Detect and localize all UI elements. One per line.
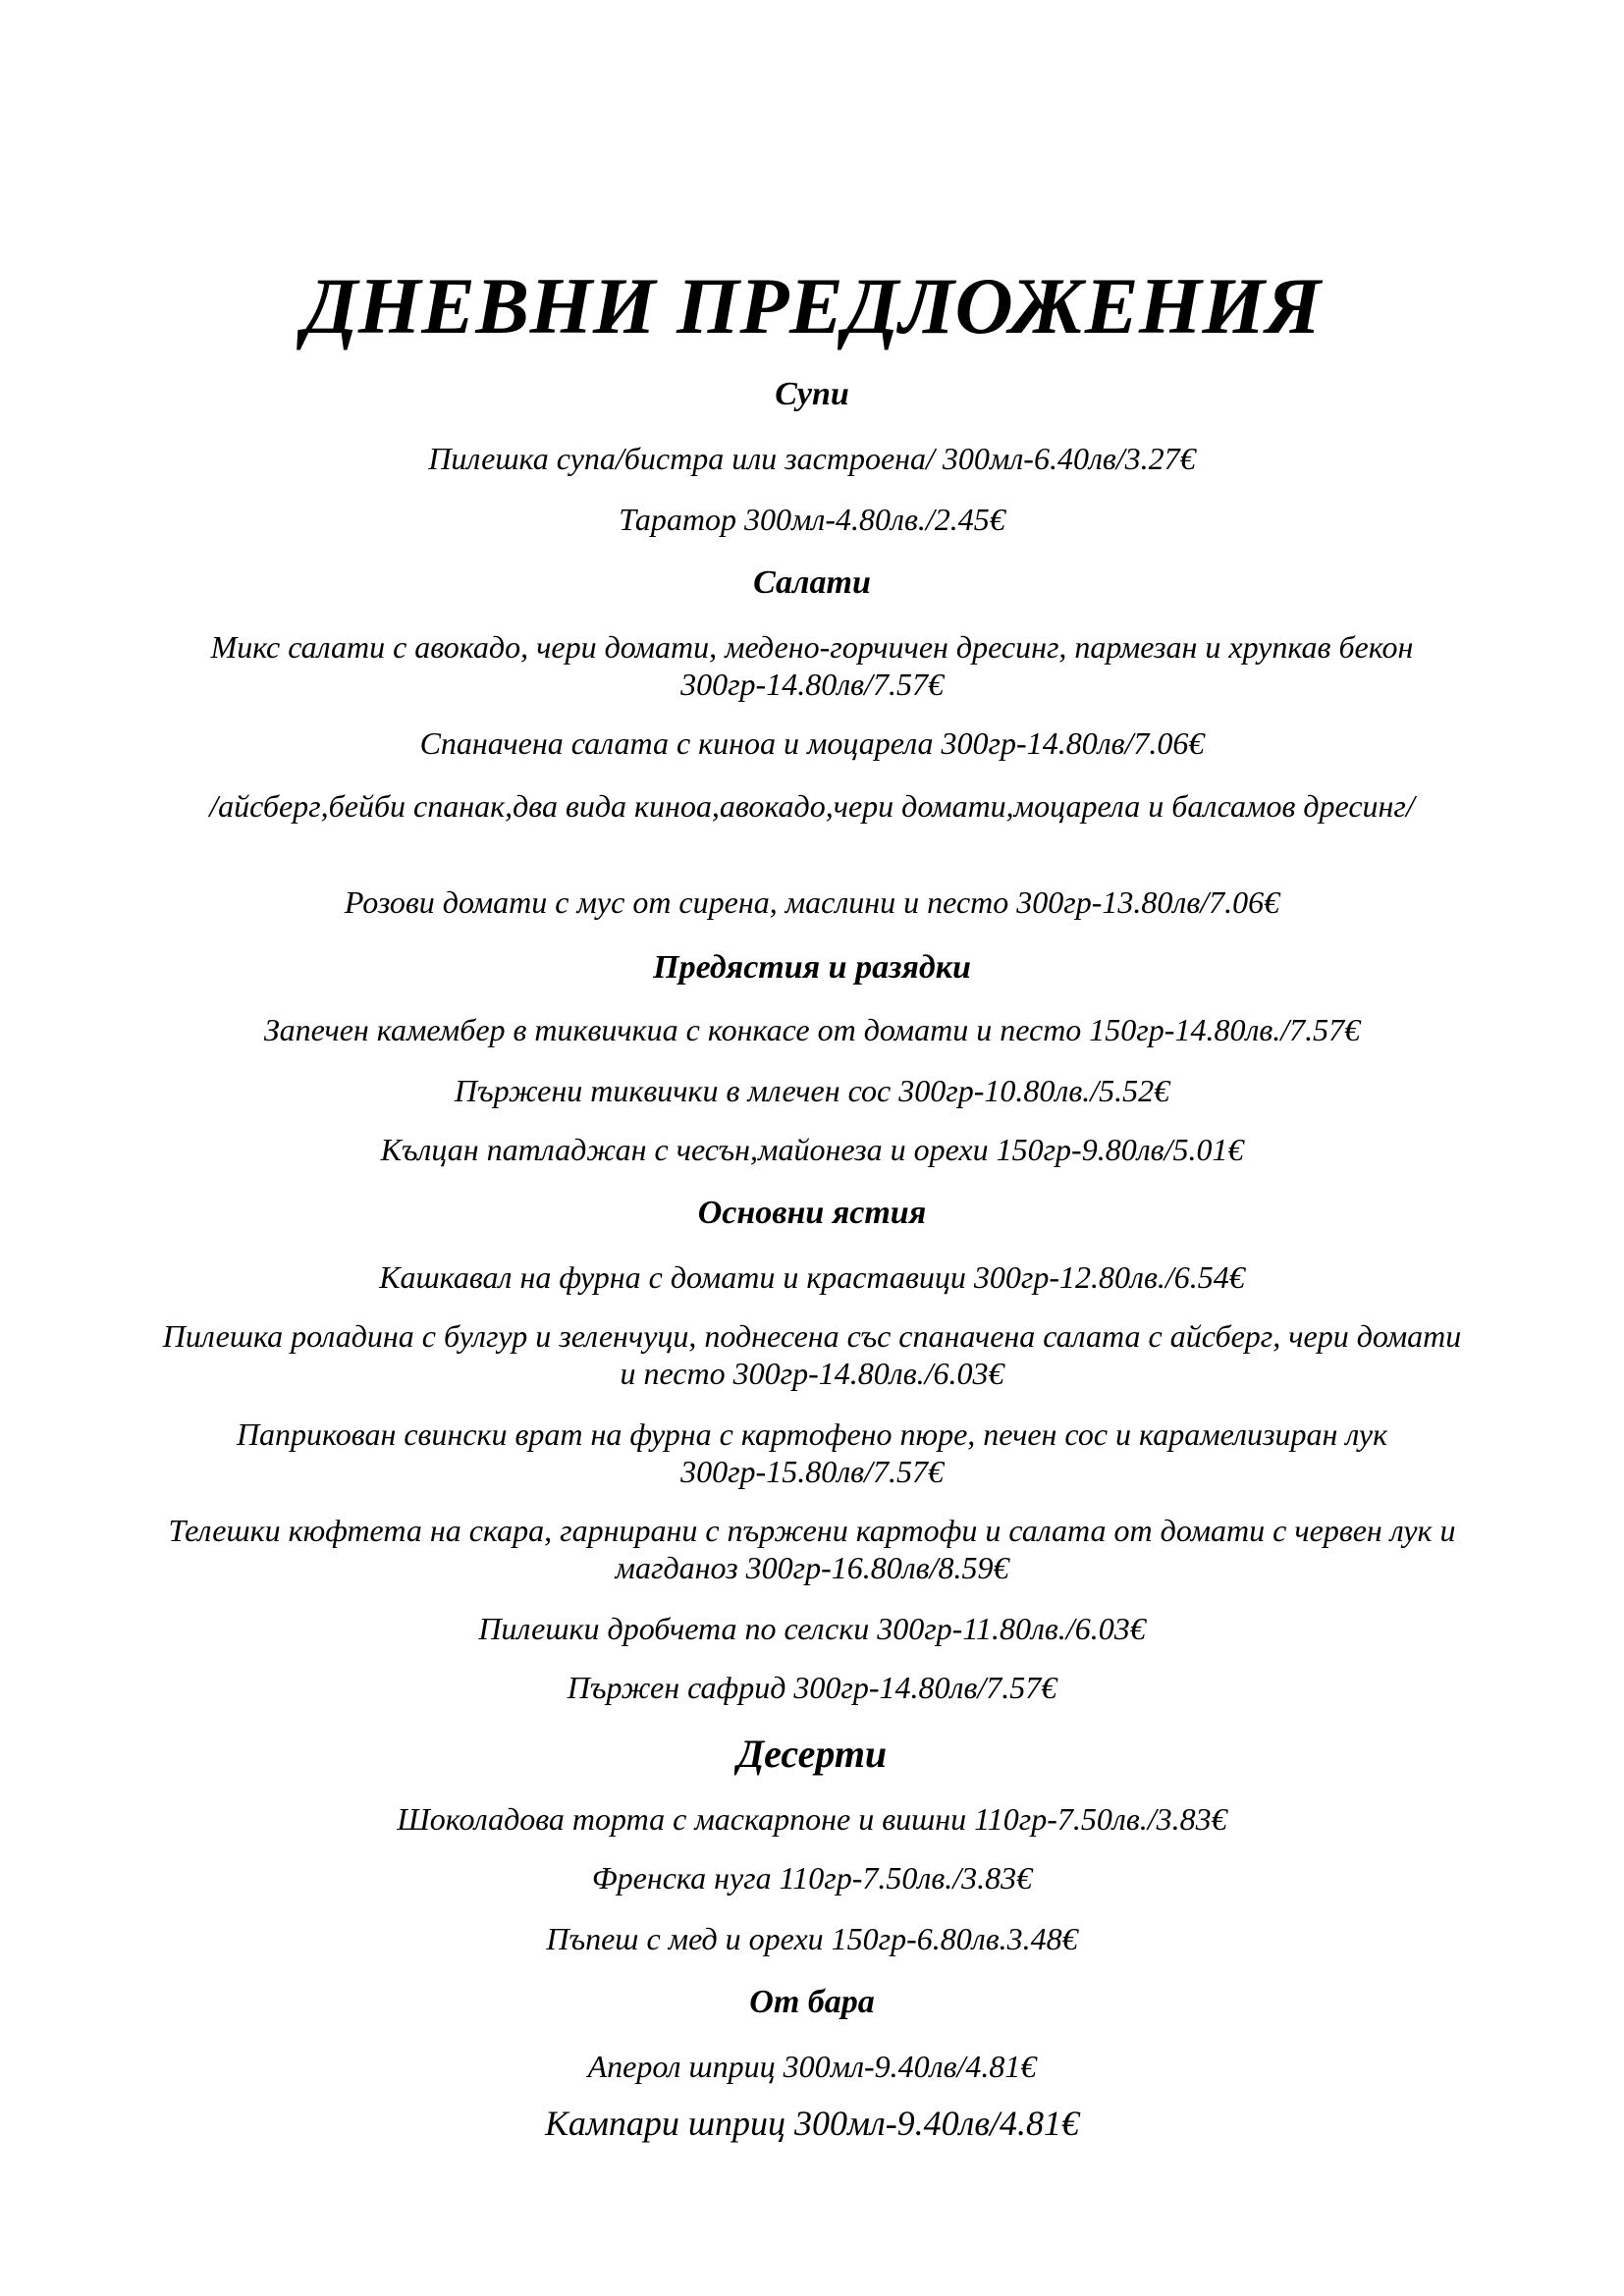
menu-item: Розови домати с мус от сирена, маслини и песто 300гр-13.80лв/7.06€	[344, 884, 1280, 920]
section-heading-starters: Предястия и разядки	[653, 949, 971, 986]
section-heading-bar: От бара	[749, 1984, 875, 2020]
menu-item: Кампари шприц 300мл-9.40лв/4.81€	[544, 2104, 1080, 2143]
menu-item: Шоколадова торта с маскарпоне и вишни 110гр-7.50лв./3.83€	[397, 1801, 1227, 1837]
menu-item: Паприкован свински врат на фурна с картофено пюре, печен сос и карамелизиран лук 300гр-15.80лв/7.57€	[236, 1416, 1388, 1489]
menu-item: Кашкавал на фурна с домати и краставици 300гр-12.80лв./6.54€	[379, 1259, 1245, 1295]
page-title: ДНЕВНИ ПРЕДЛОЖЕНИЯ	[302, 261, 1322, 350]
menu-item: Френска нуга 110гр-7.50лв./3.83€	[591, 1860, 1033, 1896]
menu-item: Аперол шприц 300мл-9.40лв/4.81€	[587, 2049, 1037, 2084]
menu-item: Таратор 300мл-4.80лв./2.45€	[619, 502, 1005, 537]
menu-item: Кълцан патладжан с чесън,майонеза и орехи 150гр-9.80лв/5.01€	[380, 1132, 1244, 1167]
section-heading-main-courses: Основни ястия	[697, 1195, 927, 1231]
menu-item: Пилешка роладина с булгур и зеленчуци, поднесена със спаначена салата с айсберг, чери домати и песто 300гр-14.80лв./6.03€	[162, 1318, 1462, 1391]
menu-item-note: /айсберг,бейби спанак,два вида киноа,авокадо,чери домати,моцарела и балсамов дресинг/	[209, 788, 1415, 824]
menu-item: Запечен камембер в тиквичкиа с конкасе от домати и песто 150гр-14.80лв./7.57€	[263, 1012, 1361, 1047]
section-heading-salads: Салати	[753, 564, 871, 601]
menu-item: Пилешка супа/бистра или застроена/ 300мл-6.40лв/3.27€	[428, 441, 1196, 476]
section-heading-soups: Супи	[775, 376, 849, 412]
menu-item: Спаначена салата с киноа и моцарела 300гр-14.80лв/7.06€	[419, 725, 1205, 761]
menu-item: Пилешки дробчета по селски 300гр-11.80лв./6.03€	[478, 1611, 1146, 1646]
menu-item: Пъпеш с мед и орехи 150гр-6.80лв.3.48€	[546, 1921, 1078, 1956]
section-heading-desserts: Десерти	[736, 1732, 888, 1776]
menu-item: Телешки кюфтета на скара, гарнирани с пържени картофи и салата от домати с червен лук и магданоз 300гр-16.80лв/8.59€	[168, 1513, 1456, 1585]
menu-item: Пържен сафрид 300гр-14.80лв/7.57€	[567, 1670, 1057, 1705]
menu-item: Микс салати с авокадо, чери домати, медено-горчичен дресинг, пармезан и хрупкав бекон 300гр-14.80лв/7.57€	[210, 629, 1414, 702]
menu-item: Пържени тиквички в млечен сос 300гр-10.80лв./5.52€	[454, 1073, 1170, 1108]
